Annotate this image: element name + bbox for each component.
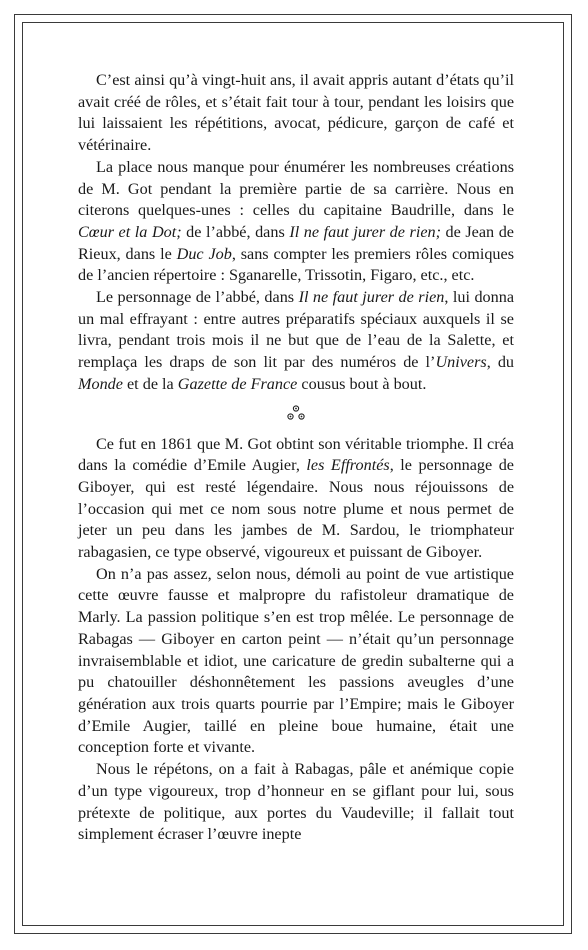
paragraph (78, 759, 514, 846)
text-section-1 (78, 70, 514, 396)
italic-title: Il ne faut jurer de rien (298, 288, 445, 307)
text-run: de l’abbé, dans (181, 222, 290, 241)
italic-title: les Effrontés (306, 456, 390, 475)
text-run: , du (486, 353, 515, 372)
text-run: , sans compter les premiers rôles comiques de l’ancien répertoire : Sganarelle, Trissotin, Figaro, etc., etc. (78, 244, 514, 285)
text-run: C’est ainsi qu’à vingt-huit ans, il avait appris autant d’états qu’il avait créé de rôles, et s’était fait tour à tour, pendant les loisirs que lui laissaient les répétitions, avocat, pédicure, garçon de café et vétérinaire. (78, 71, 514, 155)
text-run: , lui donna un mal effrayant : entre autres préparatifs spéciaux auxquels il se livra, pendant trois mois il ne but que de l’eau de la Salette, et remplaça les draps de son lit par des numéros de l’ (78, 288, 514, 372)
text-run: et de la (122, 374, 178, 393)
fleuron-icon (281, 404, 311, 422)
paragraph (78, 287, 514, 396)
italic-title: Univers (435, 353, 487, 372)
text-run: Le personnage de l’abbé, dans (96, 288, 299, 307)
paragraph (78, 157, 514, 287)
text-run: La place nous manque pour énumérer les nombreuses créations de M. Got pendant la première partie de sa carrière. Nous en citerons quelques-unes : celles du capitaine Baudrille, dans le (78, 157, 514, 220)
text-run: de Jean de Rieux, dans le (78, 222, 514, 263)
paragraph (78, 564, 514, 759)
paragraph (78, 70, 514, 157)
paragraph (78, 434, 514, 564)
text-run: Nous le répétons, on a fait à Rabagas, pâle et anémique copie d’un type vigoureux, trop d’honneur en se giflant pour lui, sous prétexte de politique, aux portes du Vaudeville; il fallait tout simplement écraser l’œuvre inepte (78, 760, 514, 844)
text-section-2 (78, 434, 514, 846)
italic-title: Monde (78, 374, 123, 393)
italic-title: Duc Job (176, 244, 232, 263)
text-run: , le personnage de Giboyer, qui est resté légendaire. Nous nous réjouissons de l’occasion qui met ce nom sous notre plume et nous permet de jeter un peu dans les jambes de M. Sardou, le triomphateur rabagasien, ce type observé, vigoureux et puissant de Giboyer. (78, 456, 514, 562)
body-text (78, 70, 514, 846)
italic-title: Gazette de France (177, 374, 298, 393)
text-run: Ce fut en 1861 que M. Got obtint son véritable triomphe. Il créa dans la comédie d’Emile Augier, (78, 434, 514, 475)
text-run: cousus bout à bout. (297, 374, 427, 393)
section-ornament (78, 404, 514, 424)
italic-title: Cœur et la Dot; (78, 222, 182, 241)
text-run: On n’a pas assez, selon nous, démoli au point de vue artistique cette œuvre fausse et malpropre du rafistoleur dramatique de Marly. La passion politique s’en est trop mêlée. Le personnage de Rabagas — Giboyer en carton peint — n’était qu’un personnage invraisemblable et idiot, une caricature de gredin subalterne qui a pu chatouiller déshonnêtement les passions aveugles d’une génération aux trois quarts pourrie par l’Empire; mais le Giboyer d’Emile Augier, taillé en pleine boue humaine, était une conception forte et vivante. (78, 564, 514, 757)
italic-title: Il ne faut jurer de rien; (289, 222, 441, 241)
